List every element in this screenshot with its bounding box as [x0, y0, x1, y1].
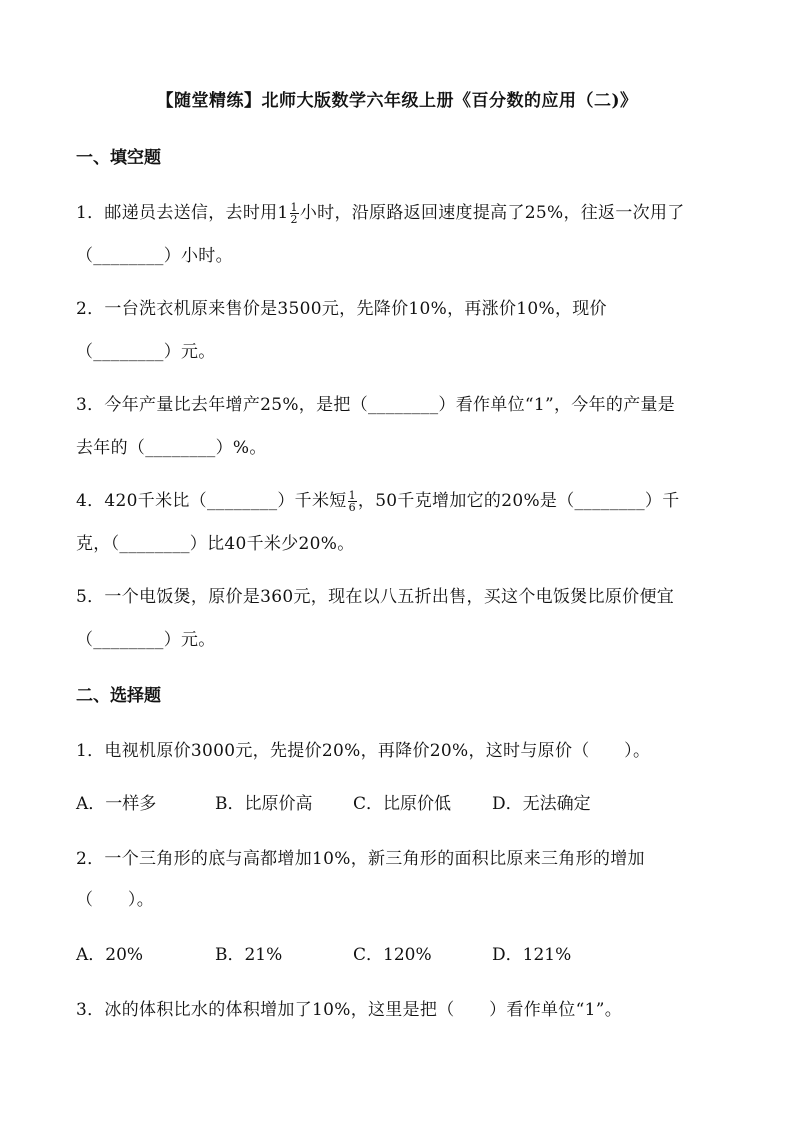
- choice-2-option-a: A．20%: [76, 945, 144, 965]
- question-2-line-1: 2．一台洗衣机原来售价是3500元，先降价10%，再涨价10%，现价: [76, 299, 607, 319]
- fraction: [290, 202, 299, 225]
- fraction-numerator: 1: [290, 201, 298, 214]
- choice-question-2-line-2: （ ）。: [76, 890, 154, 910]
- section-heading-multiple-choice: 二、选择题: [76, 686, 161, 706]
- question-text: ，50千克增加它的20%是（________）千: [357, 491, 680, 511]
- question-3-line-2: 去年的（________）%。: [76, 438, 267, 458]
- question-text: 4．420千米比（________）千米短: [76, 491, 347, 511]
- question-text: 1．邮递员去送信，去时用: [76, 203, 278, 223]
- choice-question-1: 1．电视机原价3000元，先提价20%，再降价20%，这时与原价（ ）。: [76, 741, 651, 761]
- choice-question-2-line-1: 2．一个三角形的底与高都增加10%，新三角形的面积比原来三角形的增加: [76, 849, 645, 869]
- choice-1-option-b: B．比原价高: [215, 794, 313, 814]
- choice-question-3: 3．冰的体积比水的体积增加了10%，这里是把（ ）看作单位“1”。: [76, 1000, 622, 1020]
- choice-2-option-b: B．21%: [215, 945, 283, 965]
- choice-2-option-d: D．121%: [492, 945, 572, 965]
- choice-1-option-d: D．无法确定: [492, 794, 591, 814]
- question-5-line-1: 5．一个电饭煲，原价是360元，现在以八五折出售，买这个电饭煲比原价便宜: [76, 587, 675, 607]
- choice-1-option-a: A．一样多: [76, 794, 157, 814]
- fraction-denominator: 6: [348, 501, 356, 514]
- fraction-denominator: 2: [290, 213, 298, 226]
- question-5-line-2: （________）元。: [76, 630, 216, 650]
- question-2-line-2: （________）元。: [76, 342, 216, 362]
- choice-2-option-c: C．120%: [353, 945, 432, 965]
- fraction: [348, 490, 357, 513]
- section-heading-fill-blank: 一、填空题: [76, 148, 161, 168]
- page-title: 【随堂精练】北师大版数学六年级上册《百分数的应用（二)》: [156, 91, 638, 111]
- question-4-line-2: 克，（________）比40千米少20%。: [76, 534, 355, 554]
- question-1-line-1: [76, 198, 685, 225]
- question-3-line-1: 3．今年产量比去年增产25%，是把（________）看作单位“1”，今年的产量是: [76, 395, 676, 415]
- choice-1-option-c: C．比原价低: [353, 794, 452, 814]
- fraction-numerator: 1: [348, 489, 356, 502]
- mixed-whole: 1: [277, 203, 289, 223]
- mixed-number: [277, 201, 299, 226]
- question-text: 小时，沿原路返回速度提高了25%，往返一次用了: [299, 203, 685, 223]
- question-4-line-1: [76, 486, 680, 513]
- question-1-line-2: （________）小时。: [76, 246, 233, 266]
